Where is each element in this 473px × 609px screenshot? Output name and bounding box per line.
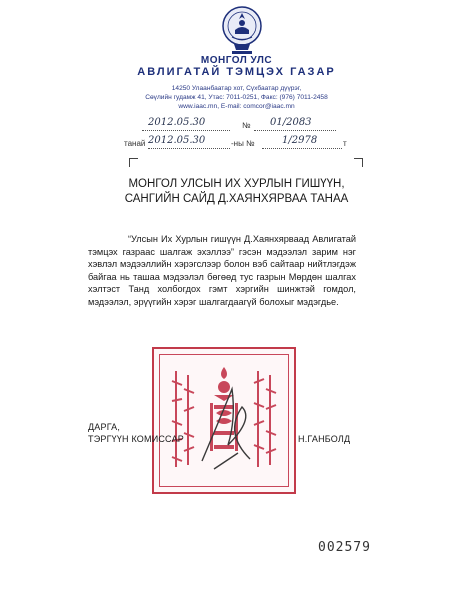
signer-title-2: ТЭРГҮҮН КОМИССАР xyxy=(88,434,184,444)
reply-to-number: 1/2978 xyxy=(282,135,318,146)
number-label: № xyxy=(242,121,251,130)
serial-number: 002579 xyxy=(318,540,371,555)
organization-name: АВЛИГАТАЙ ТЭМЦЭХ ГАЗАР xyxy=(137,66,336,78)
addressee-line-2: САНГИЙН САЙД Д.ХАЯНХЯРВАА ТАНАА xyxy=(124,193,349,205)
corner-mark-left xyxy=(129,158,138,167)
address-line-1: 14250 Улаанбаатар хот, Сүхбаатар дүүрэг, xyxy=(171,85,302,92)
letter-number: 01/2083 xyxy=(270,117,312,128)
organization-country: МОНГОЛ УЛС xyxy=(200,55,273,66)
corner-mark-right xyxy=(354,158,363,167)
to-date-underline xyxy=(148,148,230,149)
signer-title-1: ДАРГА, xyxy=(88,422,121,432)
to-suffix: т xyxy=(343,139,347,148)
signature-scribble xyxy=(154,349,294,492)
to-mid: -ны № xyxy=(231,139,255,148)
addressee-line-1: МОНГОЛ УЛСЫН ИХ ХУРЛЫН ГИШҮҮН, xyxy=(128,178,345,190)
official-seal xyxy=(152,347,296,494)
letter-date: 2012.05.30 xyxy=(148,117,206,128)
reply-to-date: 2012.05.30 xyxy=(148,135,206,146)
letter-body xyxy=(88,233,356,309)
signer-name: Н.ГАНБОЛД xyxy=(298,434,351,444)
to-prefix: танай xyxy=(124,139,146,148)
address-line-2: Сөүлийн гудамж 41, Утас: 7011-0251, Факс: (976) 7011-2458 xyxy=(145,94,328,101)
number-underline xyxy=(254,130,336,131)
letter-body-text: “Улсын Их Хурлын гишүүн Д.Хаянхярваад Авлигатай тэмцэх газраас шалгаж эхэллээ” гэсэн мэдээлэл зарим нэг хэвлэл мэдээллийн хэрэгслээр болон вэб сайтаар нийтлэгдэж байгаа нь ташаа мэдээлэл бөгөөд тус газрын Мөрдөн шалгах хэлтэст Танд холбогдох гэмт хэргийн шинжтэй гомдол, мэдээлэл, эрүүгийн хэрэг шалгагдаагүй болохыг мэдэгдье. xyxy=(88,234,356,307)
to-number-underline xyxy=(262,148,342,149)
date-underline xyxy=(142,130,230,131)
state-emblem-icon xyxy=(220,4,264,56)
address-line-3: www.iaac.mn, E-mail: comcor@iaac.mn xyxy=(178,103,295,110)
